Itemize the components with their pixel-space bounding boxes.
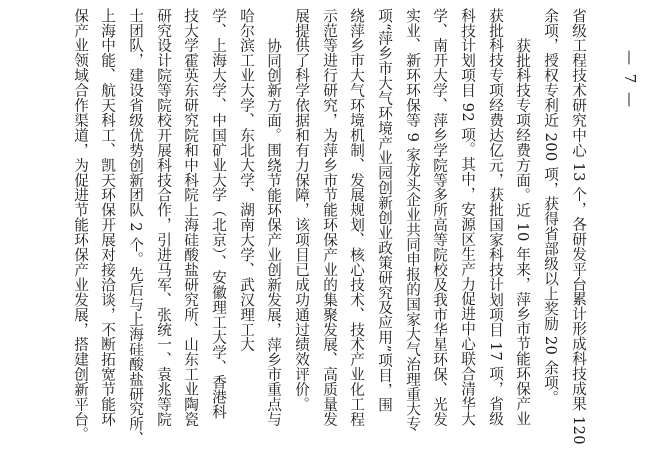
text-column-19: 保产业领域合作渠道，为促进节能环保产业发展，搭建创新平台。 [72,8,89,442]
text-column-9: 绕萍乡市大气环境机制、发展规划、核心技术、技术产业化工程 [348,8,365,427]
text-column-5: 科技计划项目 92 项。其中，安源区生产力促进中心联合清华大 [459,8,476,426]
text-column-10: 示范等进行研究，为萍乡市节能环保产业的集聚发展、高质量发 [321,8,338,427]
text-column-7: 实业、新环环保等 9 家龙头企业共同申报的国家大气治理重大专 [404,8,421,432]
text-column-2: 余项，授权专利近 200 项，获得省部级以上奖励 20 余项。 [542,8,559,406]
text-column-12: 协同创新方面。围绕节能环保产业创新发展，萍乡市重点与 [265,38,282,427]
text-column-3: 获批科技专项经费方面。近 10 年来，萍乡市节能环保产业 [514,38,531,427]
text-column-4: 获批科技专项经费达亿元，获批国家科技计划项目 17 项，省级 [487,8,504,426]
text-column-15: 技大学霍英东研究院和中科院上海硅酸盐研究所、山东工业陶瓷 [182,8,199,427]
text-column-17: 士团队，建设省级优势创新团队 2 个。先后与上海硅酸盐研究所、 [127,8,144,447]
text-column-6: 学、南开大学、萍乡学院等多所高等院校及我市华星环保、光发 [431,8,448,427]
text-column-14: 学、上海大学、中国矿业大学（北京）、安徽理工大学、香港科 [210,8,227,420]
text-column-18: 上海中能、航天科工、凯天环保开展对接洽谈，不断拓宽节能环 [99,8,116,427]
text-column-8: 项“萍乡市大气环境产业园创新创业政策研究及应用”项目，围 [376,8,393,413]
text-column-16: 研究设计院等院校开展科技合作，引进马军、张统一、袁兆等院 [155,8,172,427]
text-column-13: 哈尔滨工业大学、东北大学、湖南大学、武汉理工大 [238,8,255,352]
page-number: — 7 — [621,50,639,110]
text-column-11: 展提供了科学依据和有力保障，该项目已成功通过绩效评价。 [293,8,310,412]
text-column-1: 省级工程技术研究中心 13 个，各研发平台累计形成科技成果 120 [570,8,587,445]
